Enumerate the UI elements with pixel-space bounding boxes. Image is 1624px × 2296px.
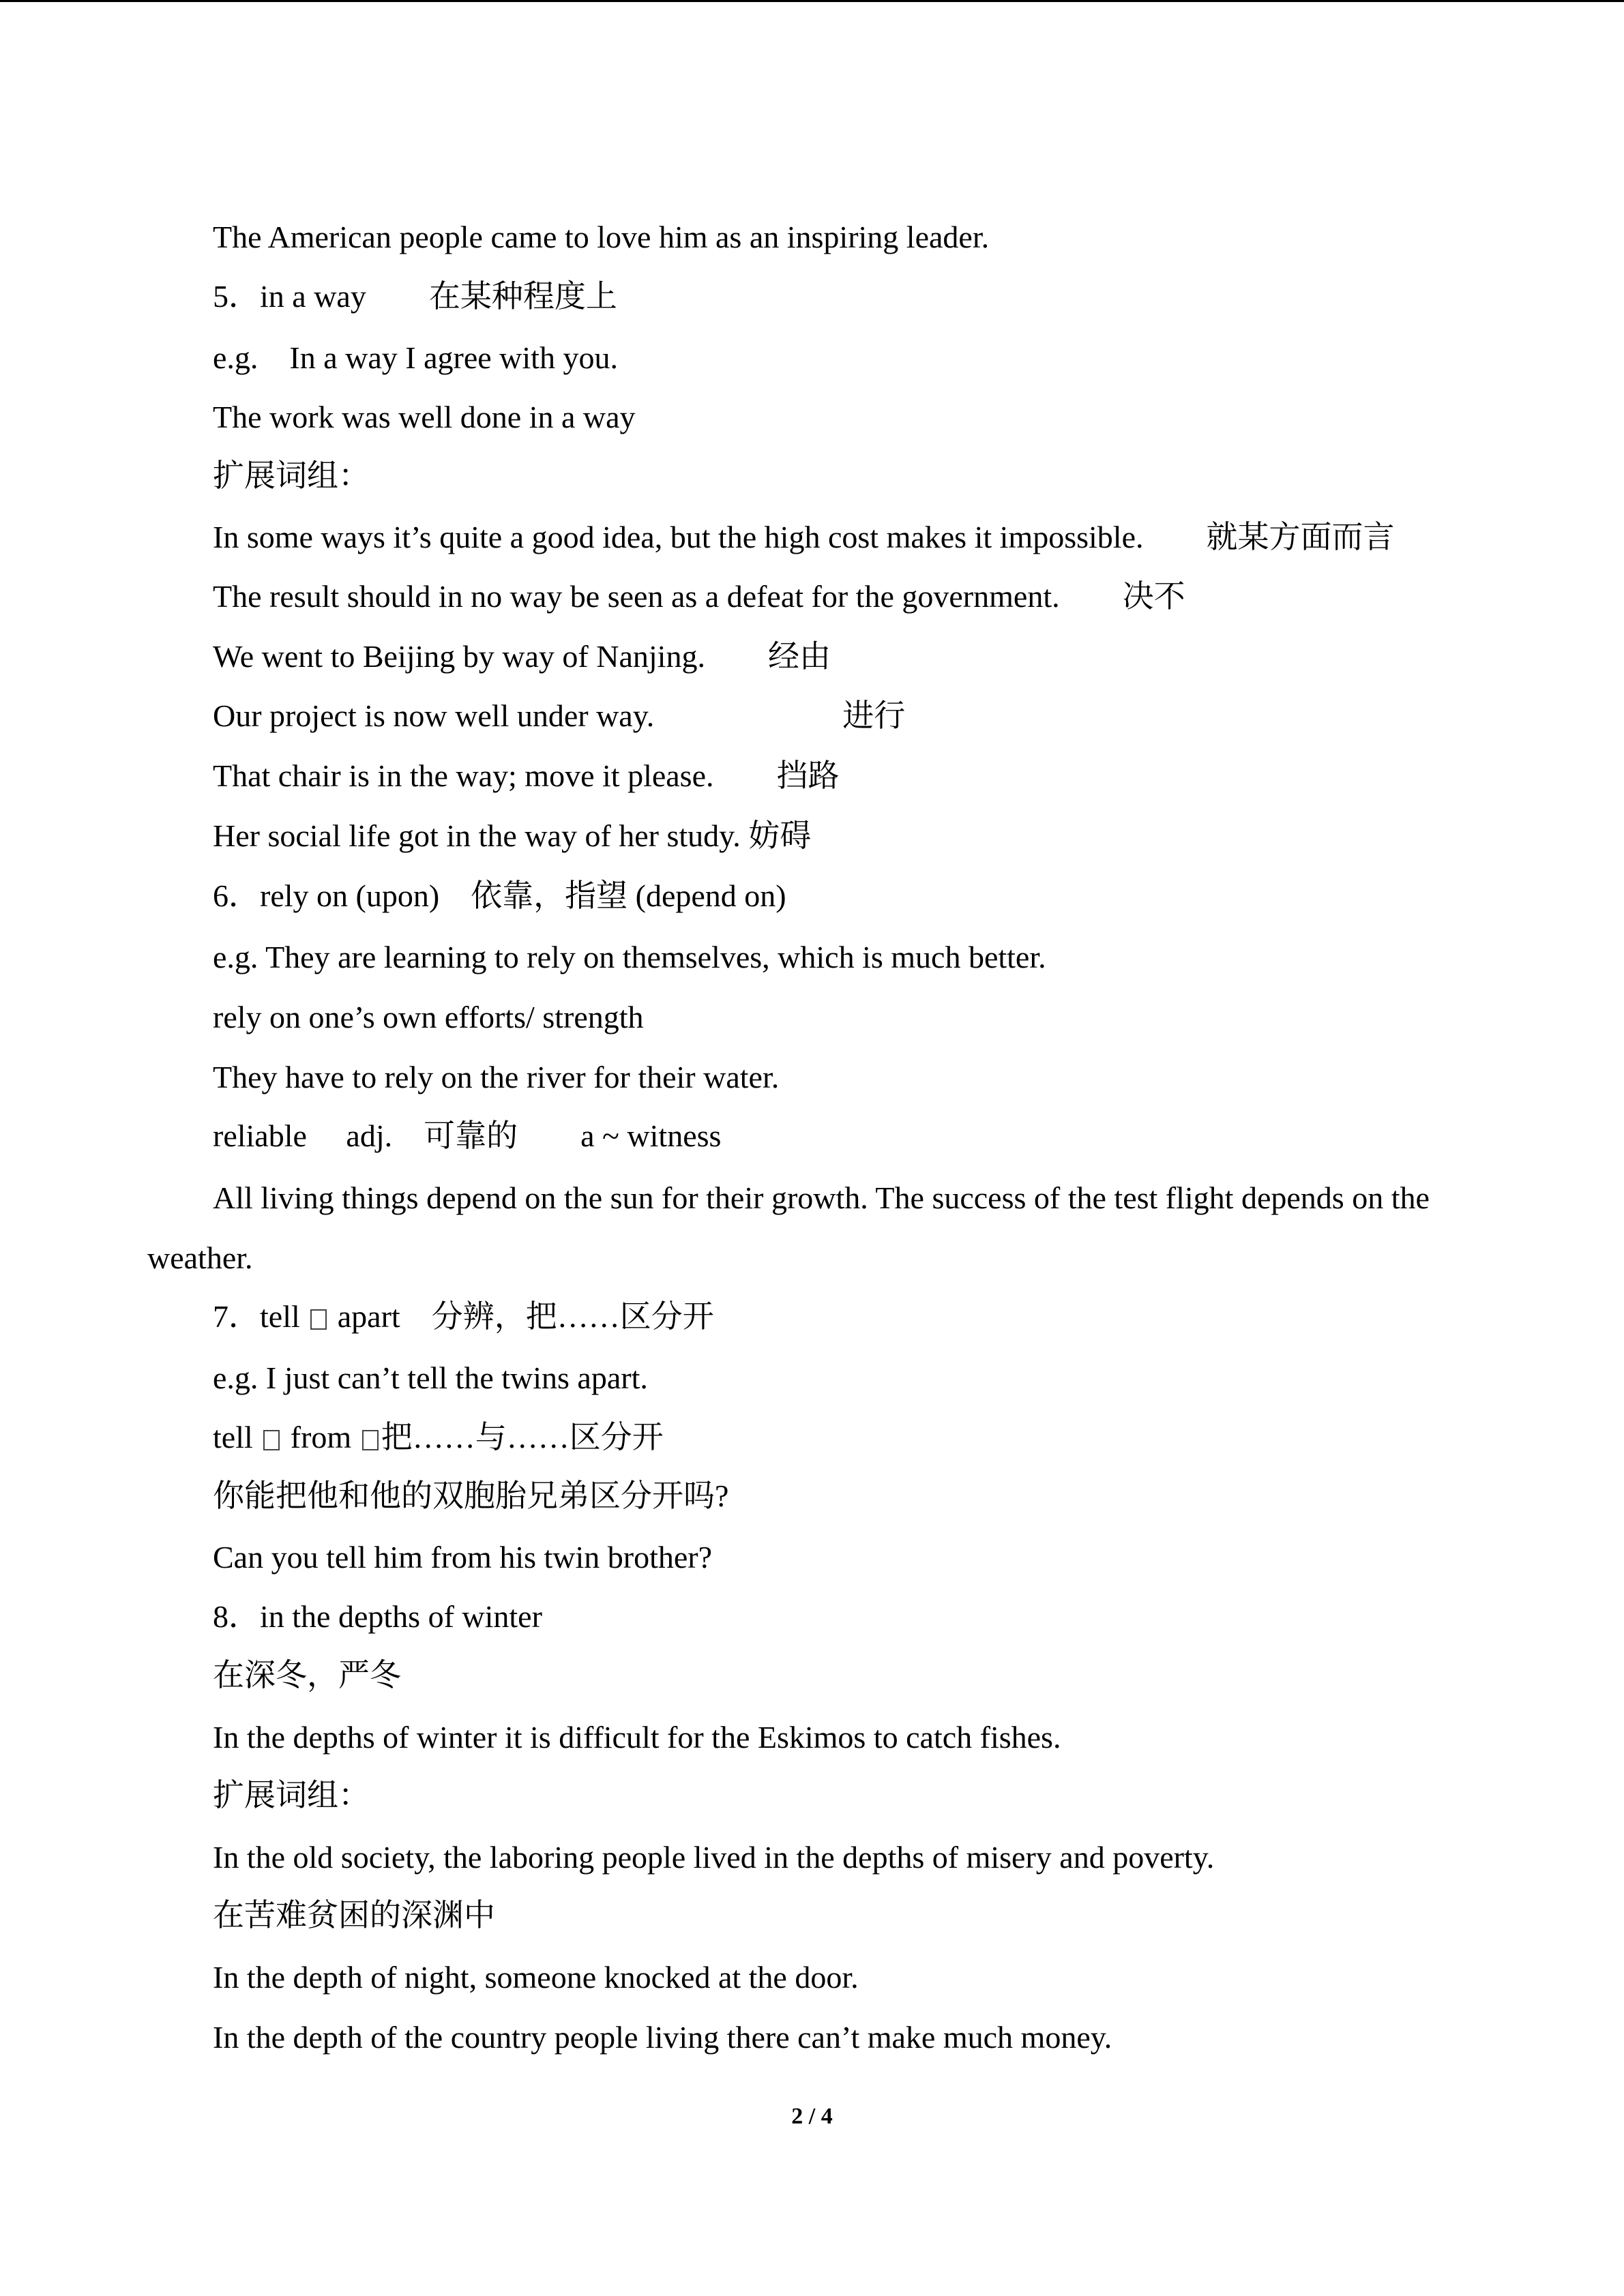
from-label: from <box>290 1420 352 1455</box>
text-line: Our project is now well under way. 进行 <box>213 698 906 733</box>
heading-tell-label: 7．tell <box>213 1299 300 1334</box>
subheading-extension: 扩展词组： <box>213 458 370 493</box>
text-line: In the depths of winter it is difficult for the Eskimos to catch fishes. <box>213 1720 1061 1755</box>
text-line: 在苦难贫困的深渊中 <box>213 1898 495 1933</box>
text-line: e.g. I just can’t tell the twins apart. <box>213 1360 648 1395</box>
text-line: 在深冬，严冬 <box>213 1658 401 1693</box>
text-line: In the old society, the laboring people lived in the depths of misery and poverty. <box>213 1840 1215 1875</box>
text-line: In the depth of the country people living there can’t make much money. <box>213 2020 1112 2055</box>
heading-tell-apart <box>213 1296 714 1337</box>
text-line: Can you tell him from his twin brother? <box>213 1540 713 1575</box>
heading-rely-on: 6．rely on (upon) 依靠，指望 (depend on) <box>213 878 786 913</box>
heading-apart-label: apart 分辨，把……区分开 <box>337 1299 714 1334</box>
text-line: rely on one’s own efforts/ strength <box>213 1000 644 1034</box>
text-line: That chair is in the way; move it please. 挡路 <box>213 758 840 793</box>
text-line: The result should in no way be seen as a defeat for the government. 决不 <box>213 579 1185 614</box>
tell-label: tell <box>213 1420 253 1455</box>
text-line-tell-from <box>213 1417 664 1458</box>
text-line: In the depth of night, someone knocked at the door. <box>213 1960 859 1995</box>
text-line: In some ways it’s quite a good idea, but the high cost makes it impossible. 就某方面而言 <box>213 520 1395 554</box>
text-line: The American people came to love him as an inspiring leader. <box>213 220 990 254</box>
text-line: We went to Beijing by way of Nanjing. 经由 <box>213 639 831 674</box>
heading-in-a-way: 5．in a way 在某种程度上 <box>213 279 617 314</box>
page-number: 2 / 4 <box>791 2104 833 2129</box>
placeholder-box <box>362 1430 379 1450</box>
text-line: reliable adj. 可靠的 a ~ witness <box>213 1118 722 1153</box>
text-line: e.g. They are learning to rely on themselves, which is much better. <box>213 940 1046 974</box>
text-line: They have to rely on the river for their water. <box>213 1060 780 1094</box>
placeholder-box <box>263 1430 280 1450</box>
heading-depths-of-winter: 8．in the depths of winter <box>213 1599 542 1634</box>
placeholder-box <box>310 1309 327 1330</box>
text-line: The work was well done in a way <box>213 400 636 434</box>
tell-from-meaning: 把……与……区分开 <box>381 1420 664 1455</box>
text-line: All living things depend on the sun for their growth. The success of the test flight depends on the <box>213 1180 1430 1215</box>
text-line: e.g. In a way I agree with you. <box>213 340 618 375</box>
text-line: Her social life got in the way of her study. 妨碍 <box>213 818 812 853</box>
text-line-continuation: weather. <box>147 1240 253 1275</box>
text-line: 你能把他和他的双胞胎兄弟区分开吗? <box>213 1478 729 1513</box>
subheading-extension: 扩展词组： <box>213 1778 370 1813</box>
